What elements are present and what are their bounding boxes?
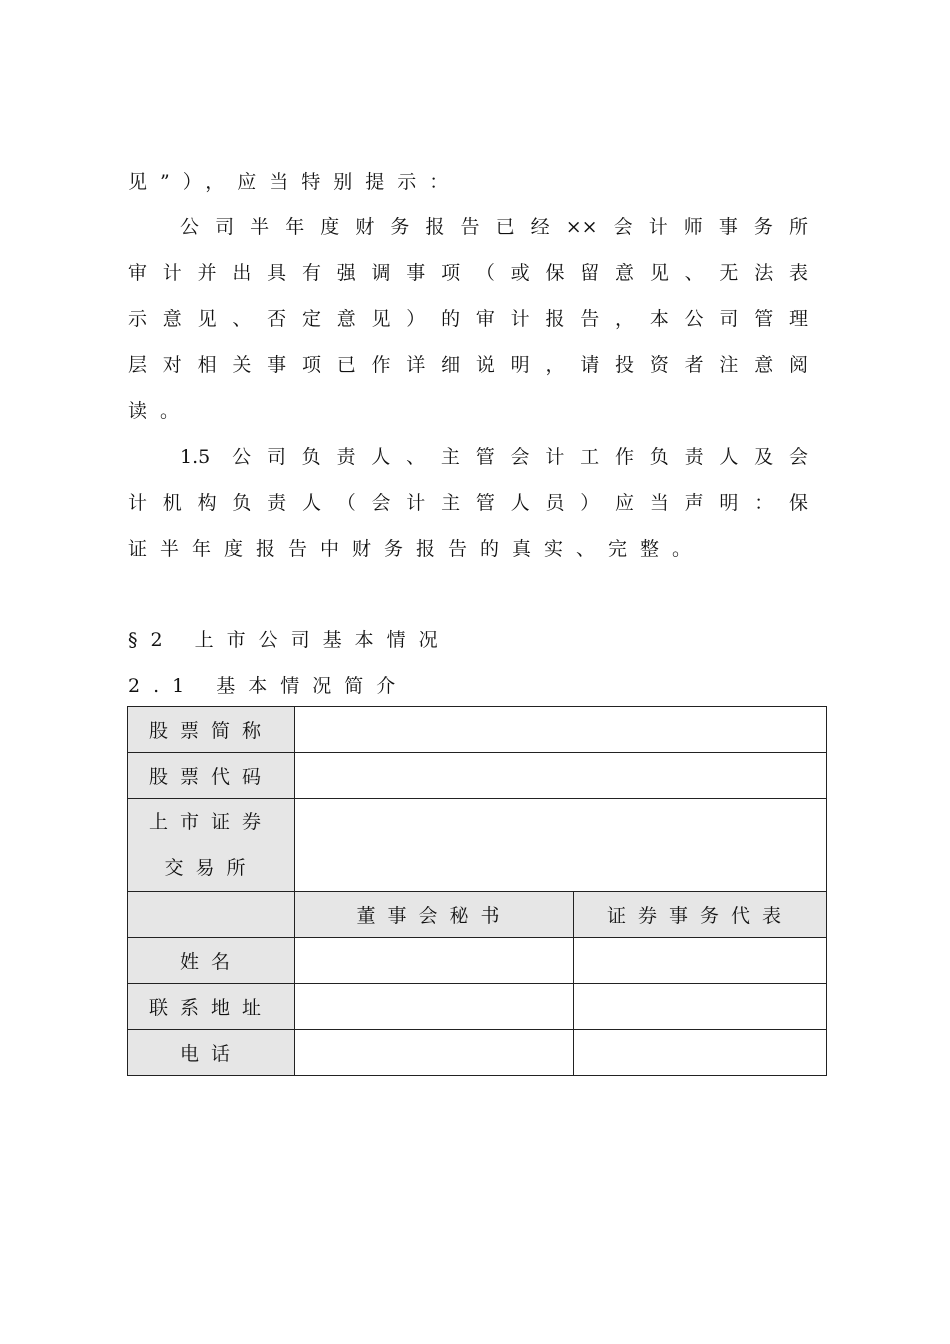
value-secretary-address — [295, 984, 574, 1030]
table-row — [128, 799, 827, 892]
label-stock-name: 股票简称 — [128, 707, 295, 753]
text-line: 计机构负责人（会计主管人员）应当声明：保 — [128, 492, 808, 514]
text-line: 层对相关事项已作详细说明，请投资者注意阅 — [128, 354, 808, 376]
basic-info-table — [127, 706, 827, 1076]
text-line: 读。 — [128, 400, 193, 422]
value-rep-name — [574, 938, 827, 984]
table-row — [128, 984, 827, 1030]
text-line: 1.5 公司负责人、主管会计工作负责人及会 — [180, 446, 808, 468]
value-rep-address — [574, 984, 827, 1030]
value-stock-name — [295, 707, 827, 753]
text-line: 示意见、否定意见）的审计报告，本公司管理 — [128, 308, 808, 330]
value-secretary-name — [295, 938, 574, 984]
section-title: §2 上市公司基本情况 — [128, 629, 451, 651]
value-secretary-phone — [295, 1030, 574, 1076]
text-line: 见”），应当特别提示： — [128, 171, 462, 193]
text-line: 公司半年度财务报告已经××会计师事务所 — [180, 216, 808, 238]
table-row — [128, 938, 827, 984]
header-rep: 证券事务代表 — [574, 892, 827, 938]
table-row — [128, 753, 827, 799]
header-blank — [128, 892, 295, 938]
table-row — [128, 707, 827, 753]
section-subtitle: 2.1 基本情况简介 — [128, 675, 409, 697]
label-name: 姓名 — [128, 938, 295, 984]
label-stock-code: 股票代码 — [128, 753, 295, 799]
table-row — [128, 892, 827, 938]
label-address: 联系地址 — [128, 984, 295, 1030]
header-secretary: 董事会秘书 — [295, 892, 574, 938]
label-exchange-line1: 上市证券 — [148, 811, 273, 833]
table-row — [128, 1030, 827, 1076]
text-line: 审计并出具有强调事项（或保留意见、无法表 — [128, 262, 808, 284]
text-line: 证半年度报告中财务报告的真实、完整。 — [128, 538, 705, 560]
label-exchange — [128, 799, 295, 892]
value-rep-phone — [574, 1030, 827, 1076]
value-stock-code — [295, 753, 827, 799]
label-exchange-line2: 交易所 — [164, 857, 258, 879]
value-exchange — [295, 799, 827, 892]
label-phone: 电话 — [128, 1030, 295, 1076]
